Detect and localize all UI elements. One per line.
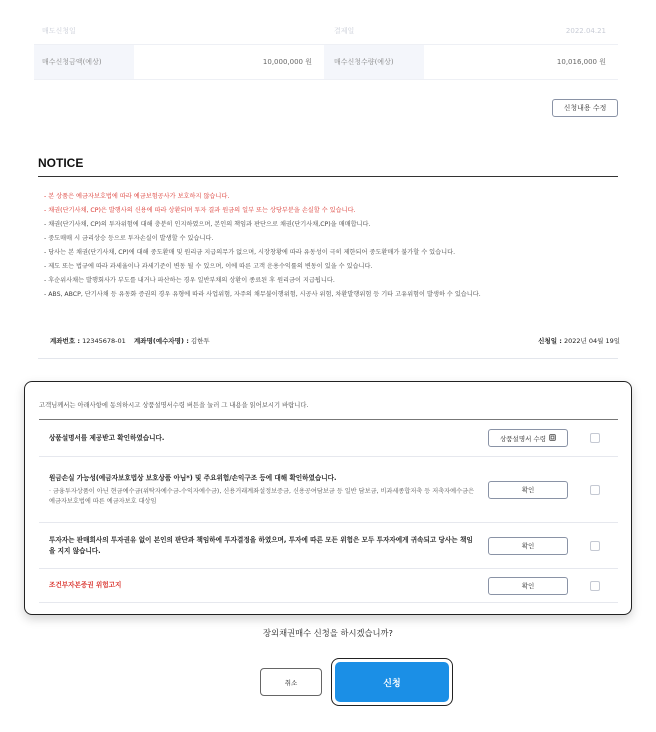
consent-button-cell [484, 537, 572, 555]
order-summary-table [34, 18, 618, 80]
consent-button-cell [484, 481, 572, 499]
notice-item: - 채권(단기사채, CP)의 투자위험에 대해 충분히 인지하였으며, 본인의 책임과 판단으로 채권(단기사채,CP)을 매매합니다. [44, 221, 371, 228]
cancel-button[interactable]: 취소 [260, 668, 322, 696]
confirm-button[interactable]: 확인 [488, 481, 568, 499]
buy-quantity-label: 매수신청수량(예상) [324, 45, 424, 79]
notice-item: - 채권(단기사채, CP)은 발행사의 신용에 따라 상환되며 투자 결과 원금의 일부 또는 상당부분을 손실할 수 있습니다. [44, 207, 356, 214]
consent-text [39, 535, 484, 557]
buy-amount-value: 10,000,000 원 [262, 58, 312, 66]
account-info [50, 336, 620, 345]
consent-checkbox[interactable] [590, 541, 600, 551]
notice-item: - ABS, ABCP, 단기사채 등 유동화 증권의 경우 유형에 따라 사업위험, 자주의 채무불이행위험, 시공사 위험, 차환발행위험 등 기타 고유위험이 발생하 수 있습니다. [44, 291, 481, 298]
application-date-label: 신청일 : [538, 337, 562, 345]
consent-text [39, 433, 484, 444]
account-left [50, 336, 210, 345]
consent-title-warning: 조건부자본증권 위험고지 [49, 581, 122, 589]
consent-text [39, 580, 484, 591]
account-name-value: 김한투 [190, 337, 210, 345]
consent-button-cell [484, 429, 572, 447]
consent-checkbox[interactable] [590, 581, 600, 591]
notice-item: - 제도 또는 법규에 따라 과세율이나 과세기준이 변동 될 수 있으며, 이에 따른 고객 운용수익률의 변동이 있을 수 있습니다. [44, 263, 373, 270]
consent-title: 투자자는 판매회사의 투자권유 없이 본인의 판단과 책임하에 투자결정을 하였으며, 투자에 따른 모든 위험은 모두 투자자에게 귀속되고 당사는 책임을 지지 않습니다. [49, 535, 473, 555]
summary-value: 2022.04.21 [565, 27, 606, 35]
consent-panel [24, 381, 632, 615]
confirm-button[interactable]: 확인 [488, 577, 568, 595]
notice-title: NOTICE [38, 156, 84, 170]
consent-button-cell [484, 577, 572, 595]
edit-request-button[interactable]: 신청내용 수정 [552, 99, 618, 117]
confirm-button[interactable]: 확인 [488, 537, 568, 555]
consent-table [39, 419, 618, 603]
receive-prospectus-label: 상품설명서 수령 [499, 434, 547, 443]
divider [38, 358, 618, 359]
consent-title: 원금손실 가능성(예금자보호법상 보호상품 아님*) 및 주요위험/손익구조 등에 대해 확인하였습니다. [49, 473, 337, 482]
buy-amount-label: 매수신청금액(예상) [34, 45, 134, 79]
consent-checkbox-cell [572, 457, 618, 522]
document-icon [549, 434, 556, 443]
notice-item: - 후순위사채는 발행회사가 부도를 내거나 파산하는 경우 일반부채의 상환이 종료된 후 원리금이 지급됩니다. [44, 277, 335, 284]
notice-item: - 당사는 본 채권(단기사채, CP)에 대해 중도환매 및 원리금 지급의무가 없으며, 시장창황에 따라 유동성이 극히 제한되어 중도환매가 불가할 수 있습니다. [44, 249, 456, 256]
apply-button-frame [331, 658, 453, 706]
consent-checkbox-cell [572, 523, 618, 568]
consent-subtext: · 금융투자상품이 아닌 현금예수금(위탁자예수금-수익자예수금), 신용거래계좌설정보증금, 신용공여담보금 등 일반 담보금, 비과세종합저축 등 저축자예수금은 예금자보호법에 따른 예금자보호 대상임 [49, 487, 475, 505]
notice-list [44, 190, 624, 302]
summary-row-faded [34, 18, 618, 44]
receive-prospectus-button[interactable] [488, 429, 568, 447]
account-name-label: 계좌명(예수자명) : [134, 337, 189, 345]
buy-quantity-value: 10,016,000 원 [556, 58, 606, 66]
consent-row [39, 457, 618, 523]
consent-checkbox-cell [572, 569, 618, 602]
account-number-value: 12345678-01 [82, 337, 126, 345]
consent-text [39, 473, 484, 507]
summary-label: 결제일 [334, 27, 355, 35]
summary-row [34, 44, 618, 80]
consent-row [39, 420, 618, 457]
confirm-question: 장외채권매수 신청을 하시겠습니까? [263, 628, 393, 638]
summary-label: 매도신청일 [42, 27, 76, 35]
consent-checkbox-cell [572, 420, 618, 456]
consent-row [39, 569, 618, 603]
consent-checkbox[interactable] [590, 485, 600, 495]
notice-divider [38, 176, 618, 177]
application-date [538, 336, 620, 345]
consent-title: 상품설명서를 제공받고 확인하였습니다. [49, 433, 165, 442]
consent-intro: 고객님께서는 아래사항에 동의하시고 상품설명서수령 버튼을 눌러 그 내용을 읽어보시기 바랍니다. [39, 402, 309, 409]
application-date-value: 2022년 04월 19일 [563, 337, 620, 345]
account-number-label: 계좌번호 : [50, 337, 80, 345]
apply-button[interactable]: 신청 [335, 662, 449, 702]
consent-checkbox[interactable] [590, 433, 600, 443]
notice-item: - 본 상품은 예금자보호법에 따라 예금보험공사가 보호하지 않습니다. [44, 193, 230, 200]
notice-item: - 중도매매 시 금리상승 등으로 투자손실이 발생할 수 있습니다. [44, 235, 214, 242]
consent-row [39, 523, 618, 569]
